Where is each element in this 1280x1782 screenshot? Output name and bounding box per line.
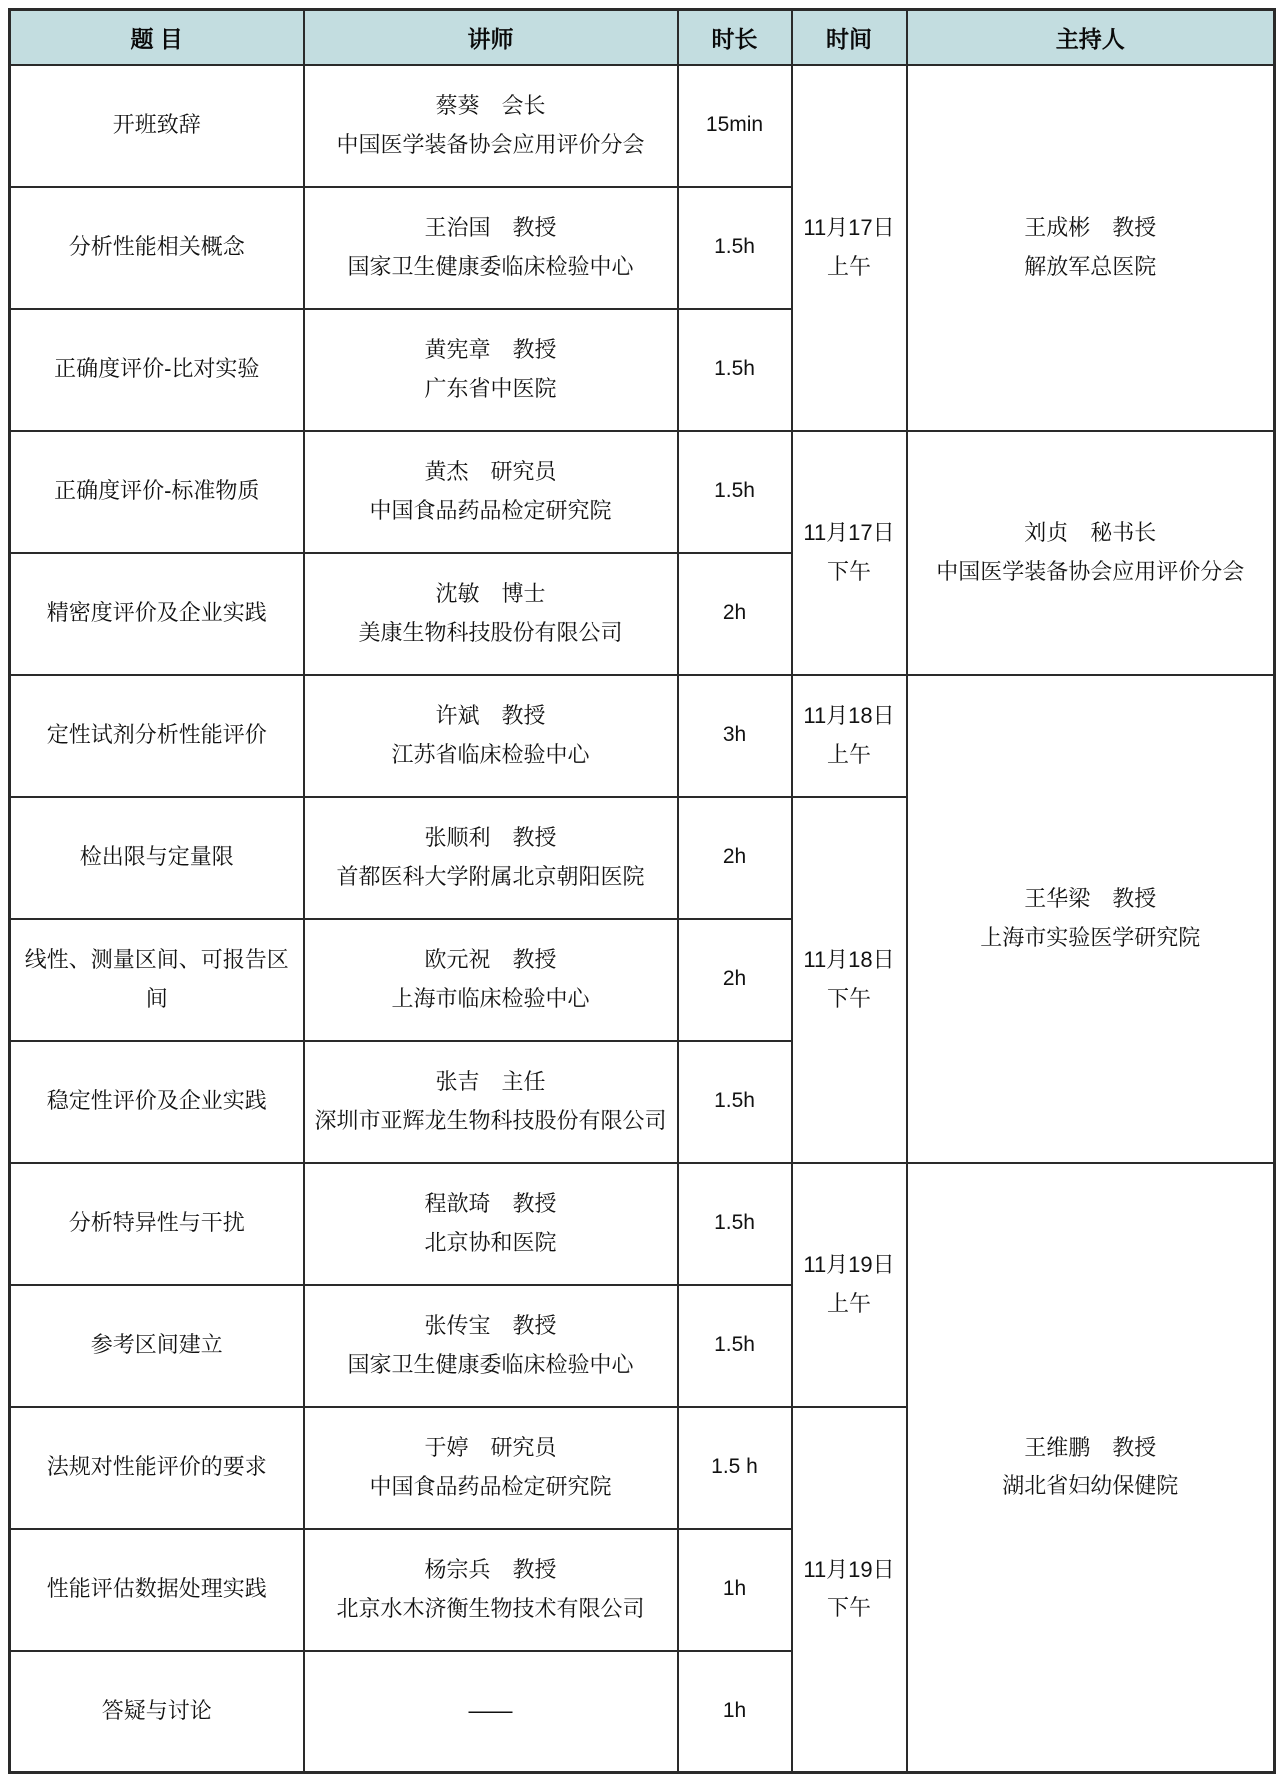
lecturer-cell <box>304 1407 678 1529</box>
lecturer-cell <box>304 919 678 1041</box>
time-date: 11月18日 <box>803 703 895 728</box>
time-cell <box>792 1407 907 1773</box>
topic-cell: 开班致辞 <box>10 65 304 187</box>
topic-cell: 正确度评价-标准物质 <box>10 431 304 553</box>
time-cell <box>792 431 907 675</box>
lecturer-org: 北京协和医院 <box>424 1229 557 1255</box>
lecturer-cell <box>304 1163 678 1285</box>
host-name: 王华梁 教授 <box>1024 886 1157 911</box>
lecturer-cell <box>304 1651 678 1773</box>
lecturer-org: 北京水木济衡生物技术有限公司 <box>336 1595 645 1621</box>
host-name: 王成彬 教授 <box>1024 215 1157 240</box>
lecturer-cell <box>304 675 678 797</box>
time-date: 11月19日 <box>803 1556 895 1582</box>
duration-cell: 1.5h <box>678 1285 792 1407</box>
topic-cell: 法规对性能评价的要求 <box>10 1407 304 1529</box>
lecturer-name: 欧元祝 教授 <box>424 947 557 972</box>
lecturer-cell <box>304 1285 678 1407</box>
lecturer-name: 张传宝 教授 <box>424 1313 557 1338</box>
host-org: 上海市实验医学研究院 <box>980 924 1201 950</box>
duration-cell: 2h <box>678 797 792 919</box>
topic-cell: 参考区间建立 <box>10 1285 304 1407</box>
duration-cell: 1h <box>678 1651 792 1773</box>
lecturer-name: 蔡葵 会长 <box>435 93 546 118</box>
host-name: 刘贞 秘书长 <box>1024 520 1157 545</box>
lecturer-cell <box>304 187 678 309</box>
lecturer-cell <box>304 797 678 919</box>
host-org: 解放军总医院 <box>1024 253 1157 279</box>
lecturer-cell <box>304 65 678 187</box>
lecturer-name: 王治国 教授 <box>424 215 557 240</box>
host-cell <box>907 431 1275 675</box>
table-row <box>10 431 1275 553</box>
lecturer-org: 中国食品药品检定研究院 <box>369 497 612 523</box>
header-row <box>10 10 1275 65</box>
lecturer-org: 中国医学装备协会应用评价分会 <box>336 131 645 157</box>
time-period: 下午 <box>826 985 871 1011</box>
topic-cell: 精密度评价及企业实践 <box>10 553 304 675</box>
duration-cell: 15min <box>678 65 792 187</box>
host-cell <box>907 675 1275 1163</box>
lecturer-name: 黄杰 研究员 <box>424 459 557 484</box>
header-duration: 时长 <box>678 10 792 65</box>
host-org: 湖北省妇幼保健院 <box>1002 1473 1179 1499</box>
topic-cell: 定性试剂分析性能评价 <box>10 675 304 797</box>
table-row <box>10 1163 1275 1285</box>
lecturer-cell <box>304 309 678 431</box>
table-row <box>10 65 1275 187</box>
lecturer-org: 国家卫生健康委临床检验中心 <box>347 253 634 279</box>
lecturer-org: 中国食品药品检定研究院 <box>369 1473 612 1499</box>
time-date: 11月17日 <box>803 520 895 545</box>
lecturer-name: 于婷 研究员 <box>424 1435 557 1460</box>
lecturer-name: 张顺利 教授 <box>424 825 557 850</box>
duration-cell: 1.5h <box>678 187 792 309</box>
lecturer-org: 上海市临床检验中心 <box>391 985 590 1011</box>
lecturer-cell <box>304 431 678 553</box>
lecturer-org: 广东省中医院 <box>424 375 557 401</box>
lecturer-name: —— <box>468 1698 513 1723</box>
header-host: 主持人 <box>907 10 1275 65</box>
host-name: 王维鹏 教授 <box>1024 1434 1157 1460</box>
course-schedule-table <box>8 8 1276 1774</box>
topic-cell: 稳定性评价及企业实践 <box>10 1041 304 1163</box>
lecturer-cell <box>304 1041 678 1163</box>
time-period: 下午 <box>826 1595 871 1621</box>
lecturer-org: 首都医科大学附属北京朝阳医院 <box>336 863 645 889</box>
header-time: 时间 <box>792 10 907 65</box>
topic-cell: 检出限与定量限 <box>10 797 304 919</box>
duration-cell: 1.5h <box>678 309 792 431</box>
topic-cell: 正确度评价-比对实验 <box>10 309 304 431</box>
lecturer-org: 美康生物科技股份有限公司 <box>358 619 623 645</box>
time-period: 下午 <box>826 558 871 584</box>
topic-cell: 性能评估数据处理实践 <box>10 1529 304 1651</box>
time-cell <box>792 1163 907 1407</box>
duration-cell: 2h <box>678 919 792 1041</box>
time-cell <box>792 675 907 797</box>
duration-cell: 1.5 h <box>678 1407 792 1529</box>
duration-cell: 1.5h <box>678 1041 792 1163</box>
duration-cell: 1.5h <box>678 1163 792 1285</box>
duration-cell: 3h <box>678 675 792 797</box>
host-cell <box>907 65 1275 431</box>
lecturer-name: 杨宗兵 教授 <box>424 1557 557 1582</box>
lecturer-name: 黄宪章 教授 <box>424 337 557 362</box>
table-row <box>10 675 1275 797</box>
header-topic: 题 目 <box>10 10 304 65</box>
lecturer-name: 程歆琦 教授 <box>424 1191 557 1216</box>
time-period: 上午 <box>826 253 871 279</box>
lecturer-cell <box>304 1529 678 1651</box>
time-date: 11月18日 <box>803 947 895 972</box>
time-cell <box>792 797 907 1163</box>
lecturer-name: 沈敏 博士 <box>435 581 546 606</box>
topic-cell: 分析特异性与干扰 <box>10 1163 304 1285</box>
duration-cell: 1h <box>678 1529 792 1651</box>
lecturer-cell <box>304 553 678 675</box>
lecturer-org: 江苏省临床检验中心 <box>391 741 590 767</box>
time-date: 11月19日 <box>803 1252 895 1277</box>
duration-cell: 2h <box>678 553 792 675</box>
time-cell <box>792 65 907 431</box>
duration-cell: 1.5h <box>678 431 792 553</box>
topic-cell: 答疑与讨论 <box>10 1651 304 1773</box>
host-cell <box>907 1163 1275 1773</box>
time-period: 上午 <box>826 741 871 767</box>
lecturer-name: 许斌 教授 <box>435 703 546 728</box>
time-period: 上午 <box>826 1290 871 1316</box>
topic-cell: 线性、测量区间、可报告区间 <box>10 919 304 1041</box>
lecturer-org: 国家卫生健康委临床检验中心 <box>347 1351 634 1377</box>
topic-cell: 分析性能相关概念 <box>10 187 304 309</box>
lecturer-org: 深圳市亚辉龙生物科技股份有限公司 <box>314 1107 667 1133</box>
host-org: 中国医学装备协会应用评价分会 <box>936 558 1245 584</box>
time-date: 11月17日 <box>803 215 895 240</box>
header-lecturer: 讲师 <box>304 10 678 65</box>
lecturer-name: 张吉 主任 <box>435 1069 546 1094</box>
